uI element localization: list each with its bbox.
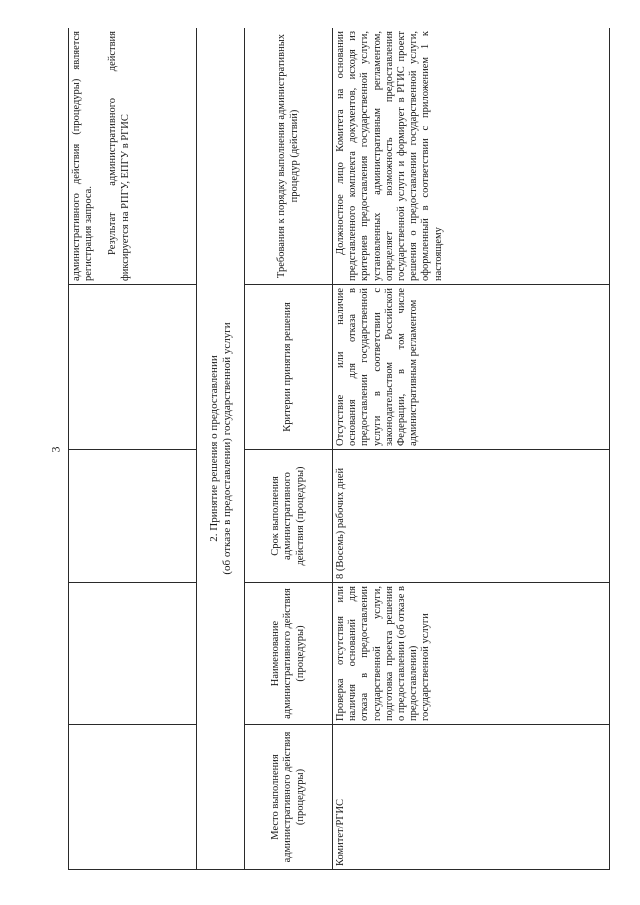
cell-term: 8 (Восемь) рабочих дней xyxy=(333,450,610,583)
section-row xyxy=(197,28,245,870)
cell-criteria: Отсутствие или наличие основания для отказа в предоставлении государственной услуги в соответствии с законодательством Российской Федерации, в том числе административным регламентом xyxy=(333,285,610,450)
cell-name: Проверка отсутствия или наличия оснований для отказа в предоставлении государственной услуги, подготовка проекта решения о предоставлении (об отказе в предоставлении) государственной услуги xyxy=(333,583,610,725)
page-number: 3 xyxy=(48,446,63,453)
requirements-text: Должностное лицо Комитета на основании представленного комплекта документов, исходя из критериев предоставления государственной услуги, установленных административным регламентом, определяет возможность предоставления государственной услуги и формирует в РГИС проект решения о предоставлении государственной услуги, оформленный в соответствии с приложением 1 к настоящему xyxy=(335,31,444,281)
procedure-table xyxy=(68,28,610,870)
cell-requirements xyxy=(333,28,610,285)
header-name: Наименование административного действия (процедуры) xyxy=(245,583,333,725)
rotated-content xyxy=(68,28,610,870)
header-row xyxy=(245,28,333,870)
header-criteria: Критерии принятия решения xyxy=(245,285,333,450)
section-title xyxy=(197,28,245,870)
header-term: Срок выполнения административного действия (процедуры) xyxy=(245,450,333,583)
section-title-line-2: (об отказе в предоставлении) государственной услуги xyxy=(220,322,233,575)
continuation-text-2: Результат административного действия фиксируется на РПГУ, ЕПГУ в РГИС xyxy=(107,31,131,281)
table-row xyxy=(333,28,610,870)
continuation-text-1: административного действия (процедуры) является регистрация запроса. xyxy=(71,31,95,281)
continuation-cell xyxy=(69,28,197,285)
header-requirements: Требования к порядку выполнения административных процедур (действий) xyxy=(245,28,333,285)
continuation-row xyxy=(69,28,197,870)
rotated-page xyxy=(68,28,610,870)
cell-place: Комитет/РГИС xyxy=(333,725,610,870)
section-title-line-1: 2. Принятие решения о предоставлении xyxy=(207,355,220,542)
header-place: Место выполнения административного действия (процедуры) xyxy=(245,725,333,870)
